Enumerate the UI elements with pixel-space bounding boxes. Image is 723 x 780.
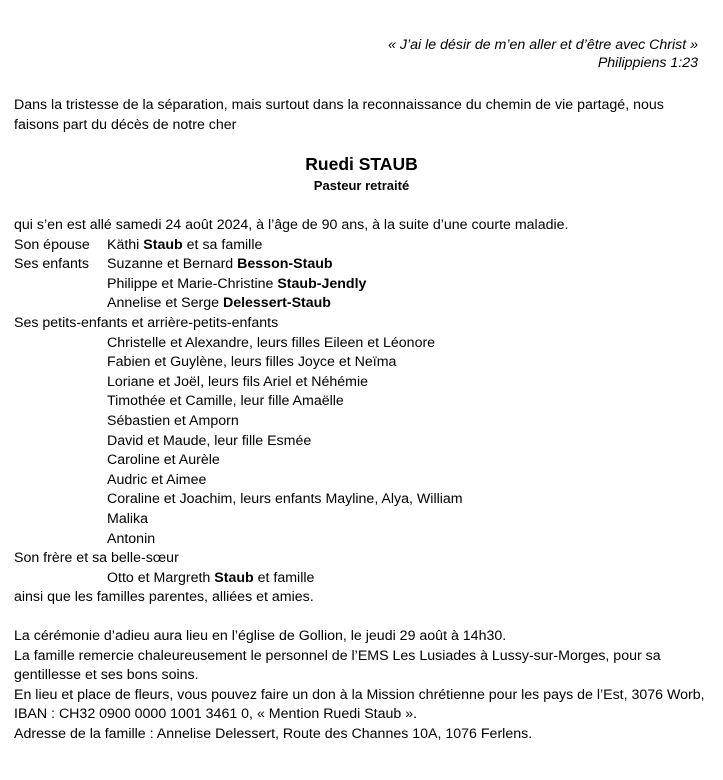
children-label: Ses enfants — [14, 256, 89, 273]
sibling-line — [14, 569, 714, 589]
child-prefix: Suzanne et Bernard — [107, 256, 234, 273]
grandchild-line — [14, 392, 714, 412]
grandchild-text: Malika — [107, 510, 148, 527]
sibling-suffix: et famille — [257, 569, 315, 586]
quote-text: « J’ai le désir de m’en aller et d’être avec Christ » — [388, 37, 698, 53]
families-line: ainsi que les familles parentes, alliées et amies. — [14, 589, 314, 606]
grandchild-text: Audric et Aimee — [107, 471, 207, 488]
grandchild-text: Christelle et Alexandre, leurs filles Eileen et Léonore — [107, 334, 436, 351]
spouse-names — [107, 236, 262, 256]
grandchild-line — [14, 510, 714, 530]
child-line — [14, 294, 714, 314]
grandchild-line — [14, 530, 714, 550]
grandchild-text: Caroline et Aurèle — [107, 452, 220, 469]
grandchild-text: Fabien et Guylène, leurs filles Joyce et Neïma — [107, 354, 397, 371]
child-names — [107, 255, 333, 275]
grandchild-line — [14, 432, 714, 452]
bible-quote — [388, 36, 698, 72]
grandchild-line — [14, 490, 714, 510]
family-list — [14, 216, 714, 608]
spouse-first: Käthi — [107, 236, 140, 253]
spouse-suffix: et sa famille — [186, 236, 263, 253]
child-line — [14, 255, 714, 275]
grandchild-line — [14, 471, 714, 491]
child-names — [107, 275, 366, 295]
grandchild-line — [14, 373, 714, 393]
intro-paragraph: Dans la tristesse de la séparation, mais surtout dans la reconnaissance du chemin de vie partagé, nous faisons part du décès de notre cher — [14, 97, 664, 133]
family-address: Adresse de la famille : Annelise Delessert, Route des Channes 10A, 1076 Ferlens. — [14, 725, 533, 742]
child-names — [107, 294, 331, 314]
grandchild-line — [14, 451, 714, 471]
grandchild-text: Sébastien et Amporn — [107, 412, 239, 429]
grandchild-line — [14, 334, 714, 354]
grandchild-line — [14, 412, 714, 432]
grandchild-text: Antonin — [107, 530, 156, 547]
grandchild-line — [14, 353, 714, 373]
child-surname: Delessert-Staub — [222, 295, 331, 312]
spouse-surname: Staub — [143, 236, 183, 253]
grandchild-text: David et Maude, leur fille Esmée — [107, 432, 312, 449]
thanks-note: La famille remercie chaleureusement le personnel de l’EMS Les Lusiades à Lussy-sur-Morges, pour sa gentillesse et ses bons soins. — [14, 647, 661, 684]
quote-reference: Philippiens 1:23 — [597, 55, 698, 71]
death-notice: qui s’en est allé samedi 24 août 2024, à l’âge de 90 ans, à la suite d’une courte maladie. — [14, 217, 569, 233]
child-surname: Staub-Jendly — [277, 275, 367, 292]
sibling-surname: Staub — [214, 569, 254, 586]
grandchild-text: Loriane et Joël, leurs fils Ariel et Néhémie — [107, 373, 369, 390]
ceremony-info: La cérémonie d’adieu aura lieu en l’église de Gollion, le jeudi 29 août à 14h30. — [14, 628, 507, 644]
grandchild-text: Timothée et Camille, leur fille Amaëlle — [107, 393, 344, 410]
sibling-label: Son frère et sa belle-sœur — [14, 550, 179, 567]
sibling-names — [107, 569, 314, 589]
grandchildren-label: Ses petits-enfants et arrière-petits-enfants — [14, 314, 279, 331]
deceased-title: Pasteur retraité — [313, 178, 410, 193]
child-surname: Besson-Staub — [237, 256, 333, 273]
child-line — [14, 275, 714, 295]
footer-info — [14, 627, 709, 745]
grandchild-text: Coraline et Joachim, leurs enfants Mayline, Alya, William — [107, 491, 463, 508]
child-prefix: Annelise et Serge — [107, 295, 219, 312]
sibling-prefix: Otto et Margreth — [107, 569, 211, 586]
child-prefix: Philippe et Marie-Christine — [107, 275, 274, 292]
deceased-name: Ruedi STAUB — [305, 154, 418, 174]
donation-info: En lieu et place de fleurs, vous pouvez faire un don à la Mission chrétienne pour les pays de l’Est, 3076 Worb, IBAN : CH32 0900 0000 1001 3461 0, « Mention Ruedi Staub ». — [14, 686, 705, 723]
spouse-line — [14, 236, 714, 256]
spouse-label: Son épouse — [14, 236, 90, 253]
